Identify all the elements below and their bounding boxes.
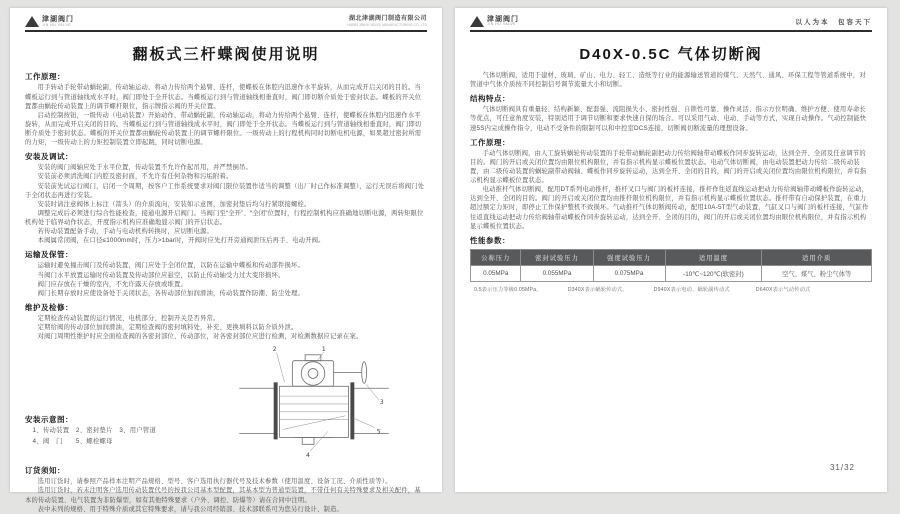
diagram-label-2: 2: [272, 347, 277, 354]
logo-subtext: JIN HU VALVE: [487, 22, 517, 27]
page-number: 31/32: [829, 463, 855, 472]
page-header: [470, 16, 872, 32]
body-paragraph: 气体切断阀具有重量轻、结构新颖、配套强、流阻损失小、密封性强、自锁性可靠、操作灵活、指示方位明确、维护方便、使用寿命长等优点，可任意角度安装，特别适用于调节切断和要求快速自保的场合。可以采用气动、电动、手动等方式，实现自动操作。气动控制能快速5S内完成操作指令，电动不受条件的限制可以和中控室DCS连接，切断阀切断流量的理想设备。: [470, 106, 867, 132]
diagram-label-5: 5: [376, 429, 381, 436]
body-paragraph: 表中未列的规格、用于特殊介质或其它特殊要求，请与我公司经销部、技术部联系可为您另行设计、制造。: [37, 505, 343, 513]
table-cell-nominal-pressure: 0.05MPa: [471, 265, 521, 281]
table-cell-temperature-range: -10℃~120℃(软密封): [665, 265, 762, 281]
table-header-row: [471, 249, 872, 265]
logo-text: 津湖阀门: [487, 16, 519, 23]
diagram-legend: [25, 343, 219, 461]
body-paragraph: 启动控制按钮，一级传动（电动装置）开始动作，带动蜗轮副，传动轴运动，将动力传给两个悬臂、连杆，使蝶板在体腔内迅速作水平旋转，从而完成开启关闭的目的。当蝶板运行到与管道轴线成水平时，阀门即处于全开状态。当蝶板运行到与管道轴线相垂直时，阀门即切断介质处于密封状态。蝶板的开关位置都由蜗轮传动装置上的调节螺杆限位。一级传动上的行程机构同时切断电机电源，如果超过密封所需的力矩，一级传动上的力矩控制装置立即起跳，同时切断电源。: [25, 111, 422, 147]
column-header: 公称压力: [471, 249, 521, 265]
body-paragraph: 定期检查传动装置的运行情况、电机部分、控制开关是否异常。: [37, 314, 220, 322]
legend-line: 4、阀 门 5、螺栓螺母: [32, 437, 113, 445]
section-heading: 安装示意图：: [25, 414, 73, 424]
table-row: [471, 265, 872, 281]
section-transport-storage: [25, 249, 427, 298]
body-paragraph: 选用订货时，请参照产品样本注明产品规格、型号、客户选用执行器代号及技术参数（使用温度、设备工况、介质性质等）。: [37, 478, 392, 486]
section-heading: 维护及检修：: [25, 302, 73, 312]
section-ordering: [25, 465, 427, 514]
body-paragraph: 本阀属常闭阀，在口径≤1000mm时，压力>1bar时，开阀时应先打开旁通阀泄压后再手、电动开阀。: [37, 237, 325, 245]
body-paragraph: 电动推杆气体切断阀，配用DT系列电动推杆，推杆叉口与阀门的板杆连接，推杆作往返直线运动把动力传给阀轴带动蝶板作旋转运动，达到全开、全闭的目的。阀门的开启或关闭位置均由推杆限位机构限位，并有指示机构显示蝶板位置状态。推杆带有自动保护装置，在重力超过额定力矩时，即停止工作保护整机不致损坏。气动推杆气体切断阀传动，配用10A-5T型气动装置，气缸叉口与阀门的板杆连接，气缸作往返直线运动把动力传给阀轴带动蝶板作同步旋转运动，达到全开、全闭的目的，阀门的开启或关闭位置均由限位机构限位，并有指示机构显示蝶板位置状态。: [470, 186, 869, 230]
body-paragraph: 选用订货时，若未注明客户选用传动装置代号的按我公司基本型配置，其基本型为普通型装置，不带任何有关特殊要求及相关配件，基本的传动装置、电气装置为非防爆型，如有其他特殊要求（户外、调控、防爆等）请在合同中注明。: [25, 487, 421, 504]
footnote: D340X表示蜗轮传动式。: [567, 286, 628, 293]
body-paragraph: 安装前先试运行阀门，启闭一个周期，按客户工作系统要求对阀门限位装置作适当的调整（出厂时已作标准调整），运行无误后将阀门处于全闭状态再进行安装。: [25, 182, 425, 199]
diagram-label-1: 1: [321, 347, 326, 354]
column-header: 适用温度: [665, 249, 762, 265]
body-paragraph: 阀门长期存放时应使设备处于关闭状态，各传动部位加润滑油，传动装置作防潮、防尘处理。: [37, 289, 304, 297]
body-paragraph: 阀门应存放在干燥的室内，不允许露天存放或堆置。: [37, 280, 188, 288]
section-heading: 工作原理：: [470, 137, 510, 147]
page-title: 翻板式三杆蝶阀使用说明: [132, 46, 320, 64]
section-structure-features: [470, 93, 872, 132]
column-header: 密封试验压力: [521, 249, 593, 265]
section-heading: 安装及调试：: [25, 152, 73, 162]
diagram-label-4: 4: [306, 453, 310, 460]
logo-text: 津湖阀门: [42, 16, 74, 24]
body-paragraph: 安装前必须清洗阀门内腔及密封面，不允许有任何杂物和污垢附着。: [37, 173, 233, 181]
section-heading: 结构特点：: [470, 94, 510, 104]
page-title: D40X-0.5C 气体切断阀: [579, 46, 763, 64]
valve-technical-drawing: [219, 343, 409, 461]
body-paragraph: 调整完成后必须进行综合性能检查，接通电源开启阀门。当阀门至“全开”、“全闭”位置时，行程控制机构应准确地切断电源，两转矩限位机构处于临界动作状态，开度指示机构应准确地显示阀门的开启状态。: [25, 209, 424, 226]
body-paragraph: 运输时避免撞击阀门及传动装置，阀门应处于全闭位置，以防在运输中蝶板和传动部件损坏。: [37, 262, 304, 270]
company-logo: [25, 16, 74, 27]
manual-page-left: [10, 8, 442, 513]
company-logo: [470, 16, 519, 27]
section-working-principle: [25, 71, 427, 147]
table-footnotes: [470, 286, 872, 293]
page-header: [25, 16, 427, 32]
logo-subtext: JIN HU VALVE: [42, 22, 72, 27]
section-maintenance: [25, 302, 427, 341]
column-header: 适用介质: [762, 249, 872, 265]
section-performance: [470, 235, 872, 293]
section-heading: 性能参数：: [470, 235, 510, 245]
legend-line: 1、传动装置 2、密封垫片 3、用户管道: [32, 426, 157, 434]
body-paragraph: 安装时请注意阀体上标注（箭头）的介质流向，安装如示意图，加密封垫后均匀拧紧联接螺栓。: [37, 200, 311, 208]
body-paragraph: 当阀门水平放置运输时传动装置及传动部位应悬空，以防止传动轴受力过大变形损坏。: [37, 271, 285, 279]
valve-diagram: [219, 343, 409, 461]
installation-diagram-area: [25, 343, 427, 461]
logo-triangle-icon: [470, 16, 484, 27]
section-working-principle: [470, 137, 872, 231]
intro-paragraph: 气体切断阀，适用于建材、玻璃、矿山、电力、轻工、造纸等行业的能源输送管道的煤气、天然气、通风、环保工程等管道系统中，对管道中气体介质按不同控制信号调节流量大小和切断。: [470, 72, 866, 89]
company-slogan: 以人为本 包容天下: [795, 19, 872, 27]
footnote: D940X表示电动、蜗轮副传动式: [653, 286, 730, 293]
footnote: D640X表示气动传动式: [755, 286, 811, 293]
company-name: 湖北津湖阀门制造有限公司: [348, 16, 427, 22]
performance-parameters-table: [470, 249, 872, 282]
body-paragraph: 手动气体切断阀，由人工旋转蜗轮传动装置的手轮带动蜗轮副把动力传给阀轴带动蝶板作同步旋转运动，达到全开、全闭及任意调节的目的。阀门的开启或关闭位置均由限位机构限位，并有指示机构显示蝶板位置状态。电动气体切断阀，由电动装置把动力传给二级传动装置，由二级传动装置的蜗轮副带动阀轴、蝶板作同步旋转运动，达到全开、全闭的目的，阀门的开启或关闭位置均由限位机构限位，并有指示机构显示蝶板位置状态。: [470, 149, 867, 185]
diagram-label-3: 3: [379, 400, 384, 407]
body-paragraph: 用手转动手轮带动蜗轮副，传动轴运动，将动力传给两个悬臂、连杆，使蝶板在体腔内迅速作水平旋转，从而完成开启关闭的目的。当蝶板运行到与管道轴线成水平时，阀门即处于全开状态。当蝶板运行到与管道轴线相垂直时，阀门即切断介质处于密封状态。蝶板的开关位置都由蜗轮传动装置上的调节螺杆限位，指示牌指示阀的开关位置。: [25, 84, 422, 110]
footnote: 0.5表示压力等级0.05MPa。: [474, 286, 542, 293]
body-paragraph: 定期给阀的传动部位加润滑油，定期检查阀的密封填料处，补充、更换填料以防介质外泄。: [37, 324, 298, 331]
table-cell-seal-test-pressure: 0.055MPa: [521, 265, 593, 281]
section-heading: 运输及保管：: [25, 250, 73, 260]
body-paragraph: 若传动装置配备手动，手动与电动机构转换时，应切断电源。: [37, 228, 214, 236]
section-heading: 订货须知：: [25, 466, 65, 476]
manual-page-right: [455, 8, 887, 492]
table-cell-applicable-media: 空气、煤气、粉尘气体等: [762, 265, 872, 281]
body-paragraph: 对阀门周期性维护时应全面检查阀的各密封部位、传动部位，对各密封部位应进行检测，对检测数据应记录在案。: [37, 333, 363, 341]
section-install-debug: [25, 151, 427, 245]
section-heading: 工作原理：: [25, 72, 65, 82]
company-name-en: HUBEI JINHU VALVE MANUFACTURING CO.,LTD: [347, 23, 427, 28]
column-header: 强度试验压力: [593, 249, 665, 265]
table-cell-strength-test-pressure: 0.075MPa: [593, 265, 665, 281]
logo-triangle-icon: [25, 16, 39, 27]
body-paragraph: 安装的阀门阀轴应处于水平位置，传动装置不允许作起吊用，并严禁倒吊。: [37, 164, 252, 172]
